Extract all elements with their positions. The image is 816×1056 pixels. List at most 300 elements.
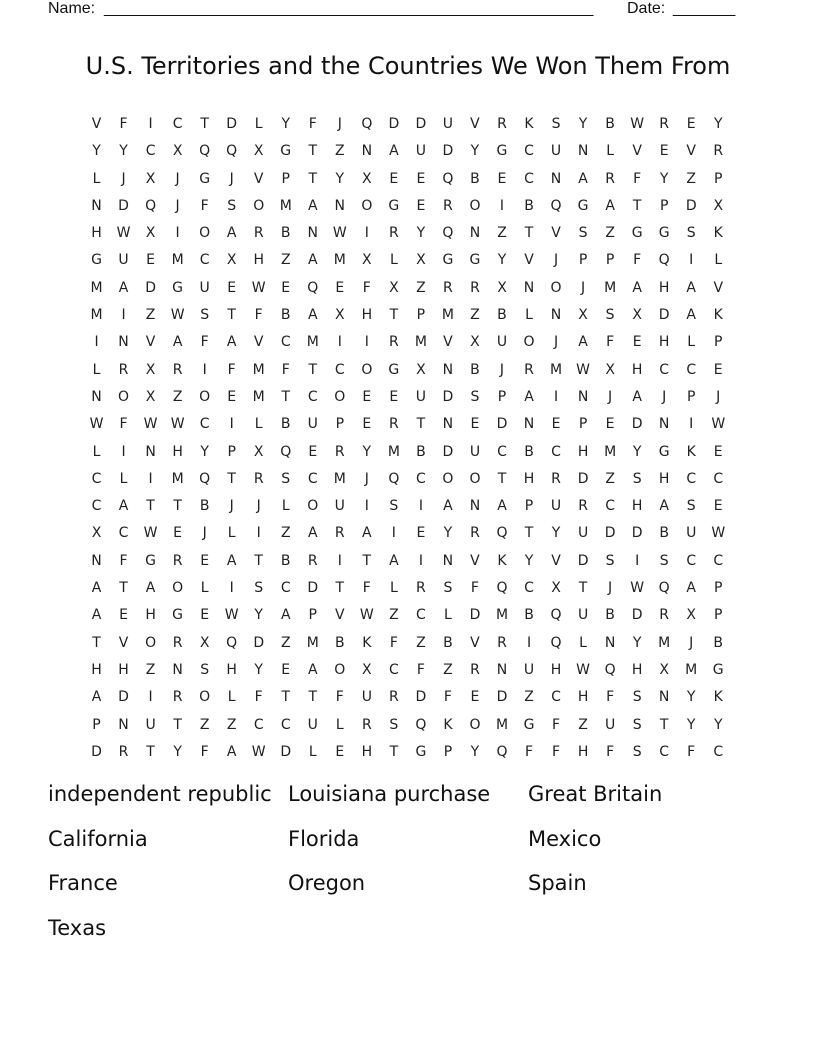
grid-letter: Z [199, 716, 210, 733]
grid-letter: N [172, 661, 183, 678]
grid-letter: F [281, 361, 290, 378]
grid-letter: S [443, 580, 453, 597]
grid-letter: G [415, 743, 427, 760]
grid-letter: L [119, 470, 128, 487]
grid-letter: C [605, 498, 615, 515]
grid-letter: N [550, 170, 562, 187]
grid-letter: C [253, 716, 264, 733]
grid-letter: Q [145, 197, 157, 214]
grid-letter: A [226, 225, 237, 242]
date-label: Date: [627, 0, 666, 17]
grid-letter: M [658, 634, 671, 651]
grid-row [83, 275, 733, 302]
grid-letter: B [605, 116, 615, 132]
grid-letter: N [442, 361, 454, 378]
grid-letter: R [443, 197, 453, 214]
grid-letter: J [256, 498, 261, 515]
grid-letter: D [631, 525, 643, 542]
grid-letter: V [145, 334, 156, 351]
grid-letter: V [91, 116, 102, 132]
grid-letter: R [172, 361, 183, 378]
grid-letter: D [496, 689, 508, 706]
grid-letter: T [146, 743, 155, 760]
grid-letter: E [497, 170, 507, 187]
grid-letter: C [199, 252, 210, 269]
grid-letter: E [308, 443, 318, 460]
date-field-blank: _______ [673, 0, 736, 17]
grid-letter: V [686, 143, 696, 160]
grid-letter: C [145, 143, 156, 160]
grid-letter: J [689, 634, 694, 651]
grid-letter: U [118, 252, 129, 269]
grid-letter: U [550, 143, 562, 160]
grid-letter: Z [497, 225, 507, 242]
grid-letter: N [523, 416, 535, 433]
grid-letter: F [308, 116, 317, 132]
grid-letter: T [578, 580, 588, 597]
grid-letter: F [470, 580, 479, 597]
grid-letter: R [334, 525, 345, 542]
grid-letter: T [524, 525, 534, 542]
grid-letter: M [495, 607, 509, 624]
page-title: U.S. Territories and the Countries We Won Them From [85, 52, 731, 80]
grid-letter: T [632, 197, 642, 214]
grid-letter: S [227, 197, 237, 214]
grid-letter: Z [443, 661, 453, 678]
grid-letter: W [170, 416, 185, 433]
grid-letter: F [606, 689, 615, 706]
grid-letter: D [253, 634, 265, 651]
grid-letter: Q [199, 470, 211, 487]
grid-letter: R [118, 743, 129, 760]
grid-letter: W [116, 225, 131, 242]
grid-letter: Q [307, 279, 319, 296]
grid-letter: L [308, 743, 317, 760]
grid-letter: U [307, 416, 318, 433]
grid-letter: P [714, 170, 723, 187]
grid-letter: T [362, 552, 372, 569]
word-list-item: Great Britain [528, 782, 663, 806]
grid-row [83, 657, 733, 684]
grid-letter: K [497, 552, 507, 569]
grid-letter: S [605, 552, 615, 569]
grid-letter: R [713, 143, 724, 160]
grid-letter: L [200, 580, 209, 597]
grid-letter: I [689, 416, 694, 433]
grid-letter: B [659, 525, 669, 542]
grid-letter: Y [713, 116, 723, 132]
grid-letter: Y [254, 607, 263, 624]
grid-letter: A [389, 143, 399, 160]
grid-letter: E [713, 361, 723, 378]
grid-letter: Y [416, 225, 426, 242]
grid-letter: G [469, 252, 481, 269]
grid-letter: B [280, 552, 291, 569]
word-list-item: Spain [528, 871, 587, 895]
grid-letter: L [92, 361, 101, 378]
grid-letter: I [418, 552, 423, 569]
grid-letter: I [364, 498, 369, 515]
grid-letter: Z [416, 279, 426, 296]
grid-letter: Y [362, 443, 372, 460]
grid-letter: R [172, 689, 183, 706]
grid-letter: L [92, 170, 101, 187]
grid-letter: H [91, 225, 102, 242]
grid-letter: U [523, 661, 535, 678]
grid-letter: R [470, 279, 480, 296]
grid-letter: A [91, 607, 102, 624]
grid-letter: X [686, 607, 696, 624]
grid-letter: M [252, 361, 265, 378]
grid-letter: B [280, 416, 291, 433]
grid-letter: R [361, 716, 372, 733]
grid-letter: A [226, 743, 237, 760]
grid-letter: X [145, 225, 156, 242]
grid-letter: E [632, 334, 642, 351]
grid-row [83, 466, 733, 493]
grid-letter: A [578, 334, 588, 351]
grid-letter: T [497, 470, 507, 487]
grid-letter: P [714, 607, 723, 624]
grid-letter: G [631, 225, 643, 242]
grid-letter: S [200, 307, 210, 324]
grid-letter: A [91, 689, 102, 706]
grid-letter: Z [280, 525, 291, 542]
grid-letter: F [633, 252, 642, 269]
grid-letter: F [687, 743, 696, 760]
grid-letter: T [227, 470, 236, 487]
grid-letter: H [226, 661, 237, 678]
grid-row [83, 739, 733, 766]
grid-letter: W [576, 361, 590, 378]
grid-letter: C [524, 170, 534, 187]
grid-letter: G [280, 143, 292, 160]
grid-letter: X [497, 279, 507, 296]
grid-letter: O [550, 279, 562, 296]
grid-letter: E [605, 416, 615, 433]
grid-letter: A [145, 580, 156, 597]
grid-letter: R [334, 443, 345, 460]
grid-letter: M [279, 197, 292, 214]
grid-letter: W [224, 607, 239, 624]
grid-letter: V [713, 279, 724, 296]
grid-letter: Z [389, 607, 399, 624]
grid-letter: P [524, 498, 534, 515]
grid-letter: D [442, 143, 454, 160]
grid-letter: J [553, 334, 559, 351]
grid-letter: R [524, 361, 534, 378]
grid-letter: L [254, 416, 263, 433]
word-list-item: Texas [48, 916, 107, 940]
grid-letter: D [658, 307, 670, 324]
grid-letter: W [630, 580, 645, 597]
grid-letter: N [658, 689, 670, 706]
grid-letter: W [630, 116, 645, 132]
grid-letter: R [388, 416, 399, 433]
grid-letter: O [172, 580, 184, 597]
grid-letter: M [252, 388, 265, 405]
grid-letter: X [659, 661, 669, 678]
grid-letter: D [442, 443, 454, 460]
grid-letter: U [577, 525, 589, 542]
grid-letter: O [199, 689, 211, 706]
grid-letter: M [685, 661, 698, 678]
grid-row [83, 630, 733, 657]
grid-letter: T [281, 388, 291, 405]
grid-letter: Q [496, 525, 508, 542]
grid-letter: J [662, 388, 667, 405]
grid-letter: G [523, 716, 535, 733]
grid-letter: B [497, 307, 507, 324]
grid-letter: T [308, 361, 318, 378]
grid-letter: A [605, 197, 615, 214]
grid-letter: P [443, 743, 453, 760]
word-search-grid [83, 111, 733, 766]
grid-letter: N [469, 225, 481, 242]
grid-letter: T [146, 498, 155, 515]
grid-letter: C [524, 580, 534, 597]
grid-letter: D [415, 116, 427, 132]
grid-letter: E [227, 388, 237, 405]
grid-letter: M [387, 443, 400, 460]
grid-letter: V [443, 334, 453, 351]
grid-letter: F [362, 279, 371, 296]
grid-letter: F [200, 743, 209, 760]
grid-letter: K [686, 443, 696, 460]
grid-letter: D [442, 388, 454, 405]
grid-letter: Z [416, 634, 426, 651]
word-list-item: independent republic [48, 782, 272, 806]
grid-letter: V [524, 252, 534, 269]
grid-letter: I [635, 552, 640, 569]
grid-letter: C [307, 388, 318, 405]
grid-letter: J [716, 388, 721, 405]
grid-letter: D [118, 689, 129, 706]
grid-row [83, 193, 733, 220]
grid-letter: O [469, 197, 481, 214]
grid-letter: C [334, 361, 345, 378]
grid-letter: I [148, 116, 153, 132]
grid-letter: Z [226, 716, 237, 733]
grid-letter: T [227, 307, 236, 324]
grid-letter: C [172, 116, 183, 132]
grid-letter: T [308, 143, 318, 160]
grid-letter: X [91, 525, 102, 542]
grid-letter: O [199, 225, 211, 242]
grid-letter: T [173, 498, 182, 515]
grid-letter: I [121, 307, 126, 324]
grid-letter: B [280, 225, 291, 242]
grid-letter: F [119, 116, 128, 132]
grid-letter: M [90, 279, 103, 296]
grid-letter: P [578, 416, 588, 433]
header-line [48, 0, 748, 20]
grid-letter: A [497, 498, 507, 515]
grid-letter: C [713, 552, 724, 569]
grid-letter: I [175, 225, 180, 242]
grid-letter: L [227, 689, 236, 706]
grid-letter: D [685, 197, 697, 214]
grid-letter: Y [470, 743, 480, 760]
grid-letter: Z [145, 661, 156, 678]
grid-letter: Y [443, 525, 453, 542]
grid-letter: A [686, 307, 696, 324]
grid-letter: X [172, 143, 183, 160]
grid-letter: S [632, 716, 642, 733]
grid-letter: D [91, 743, 102, 760]
grid-letter: M [171, 470, 184, 487]
grid-letter: N [442, 416, 454, 433]
grid-row [83, 111, 733, 138]
grid-letter: P [659, 197, 669, 214]
grid-letter: L [389, 252, 398, 269]
grid-letter: S [200, 661, 210, 678]
grid-letter: O [523, 334, 535, 351]
grid-letter: U [469, 443, 481, 460]
grid-letter: W [332, 225, 347, 242]
grid-letter: R [253, 225, 264, 242]
grid-letter: N [550, 307, 562, 324]
grid-letter: Y [578, 116, 588, 132]
grid-letter: R [388, 334, 399, 351]
word-list-item: Oregon [288, 871, 366, 895]
grid-letter: A [118, 498, 129, 515]
grid-letter: F [200, 197, 209, 214]
grid-letter: X [632, 307, 642, 324]
grid-letter: Y [470, 143, 480, 160]
grid-letter: D [226, 116, 238, 132]
grid-letter: P [714, 580, 723, 597]
grid-letter: F [443, 689, 452, 706]
grid-letter: M [333, 252, 346, 269]
grid-letter: X [416, 252, 426, 269]
grid-row [83, 602, 733, 629]
grid-row [83, 548, 733, 575]
word-list-item: Mexico [528, 827, 602, 851]
grid-letter: E [146, 252, 155, 269]
grid-letter: C [659, 361, 670, 378]
grid-letter: O [145, 634, 157, 651]
grid-letter: R [497, 116, 507, 132]
grid-letter: A [307, 525, 318, 542]
grid-letter: I [499, 197, 505, 214]
word-list-item: Florida [288, 827, 360, 851]
grid-letter: C [686, 361, 697, 378]
grid-row [83, 247, 733, 274]
grid-letter: H [550, 661, 562, 678]
grid-letter: P [92, 716, 101, 733]
grid-letter: V [335, 607, 345, 624]
grid-row [83, 302, 733, 329]
grid-letter: N [361, 143, 373, 160]
grid-letter: S [551, 116, 561, 132]
grid-letter: W [89, 416, 104, 433]
grid-letter: M [604, 443, 617, 460]
grid-row [83, 575, 733, 602]
grid-letter: I [526, 634, 532, 651]
grid-letter: U [334, 498, 345, 515]
name-label: Name: [48, 0, 96, 17]
grid-letter: L [254, 116, 263, 132]
grid-letter: D [280, 743, 292, 760]
grid-letter: T [200, 116, 209, 132]
grid-letter: N [307, 225, 318, 242]
grid-letter: Y [200, 443, 209, 460]
grid-letter: E [362, 388, 372, 405]
grid-letter: T [335, 580, 345, 597]
grid-letter: A [280, 607, 291, 624]
grid-letter: H [577, 443, 589, 460]
grid-letter: E [686, 116, 696, 132]
grid-letter: H [361, 307, 373, 324]
grid-letter: A [389, 552, 399, 569]
grid-letter: B [443, 634, 453, 651]
grid-letter: H [361, 743, 373, 760]
grid-letter: S [254, 580, 264, 597]
grid-letter: C [551, 689, 561, 706]
grid-letter: R [443, 279, 453, 296]
grid-letter: P [335, 416, 345, 433]
grid-letter: I [689, 252, 694, 269]
grid-row [83, 439, 733, 466]
grid-letter: M [441, 307, 454, 324]
grid-letter: Q [658, 252, 670, 269]
grid-letter: G [442, 252, 454, 269]
grid-row [83, 712, 733, 739]
grid-letter: Z [280, 252, 291, 269]
grid-letter: V [551, 225, 561, 242]
grid-letter: D [604, 525, 616, 542]
grid-letter: A [226, 334, 237, 351]
grid-letter: V [632, 143, 642, 160]
grid-letter: X [605, 361, 615, 378]
grid-letter: X [416, 361, 426, 378]
grid-letter: Q [550, 197, 562, 214]
grid-letter: P [714, 334, 723, 351]
grid-letter: F [119, 416, 128, 433]
grid-letter: C [659, 743, 670, 760]
grid-letter: N [604, 634, 616, 651]
grid-letter: O [334, 388, 346, 405]
grid-letter: C [199, 416, 210, 433]
grid-letter: G [577, 197, 589, 214]
grid-letter: C [497, 443, 507, 460]
grid-letter: Y [713, 716, 723, 733]
grid-letter: U [496, 334, 508, 351]
grid-letter: K [362, 634, 372, 651]
grid-letter: J [364, 470, 369, 487]
grid-letter: E [416, 197, 426, 214]
grid-letter: R [578, 498, 588, 515]
grid-letter: X [362, 170, 372, 187]
grid-letter: Y [173, 743, 182, 760]
grid-letter: G [172, 607, 184, 624]
grid-letter: C [713, 743, 724, 760]
word-list-item: France [48, 871, 118, 895]
grid-letter: E [713, 443, 723, 460]
grid-letter: N [442, 552, 454, 569]
grid-letter: B [470, 361, 480, 378]
grid-letter: V [470, 116, 480, 132]
grid-letter: S [686, 225, 696, 242]
grid-letter: I [553, 388, 559, 405]
grid-letter: M [604, 279, 617, 296]
grid-letter: F [254, 307, 263, 324]
grid-letter: X [145, 361, 156, 378]
grid-row [83, 493, 733, 520]
grid-letter: N [91, 197, 102, 214]
grid-letter: Y [92, 143, 101, 160]
